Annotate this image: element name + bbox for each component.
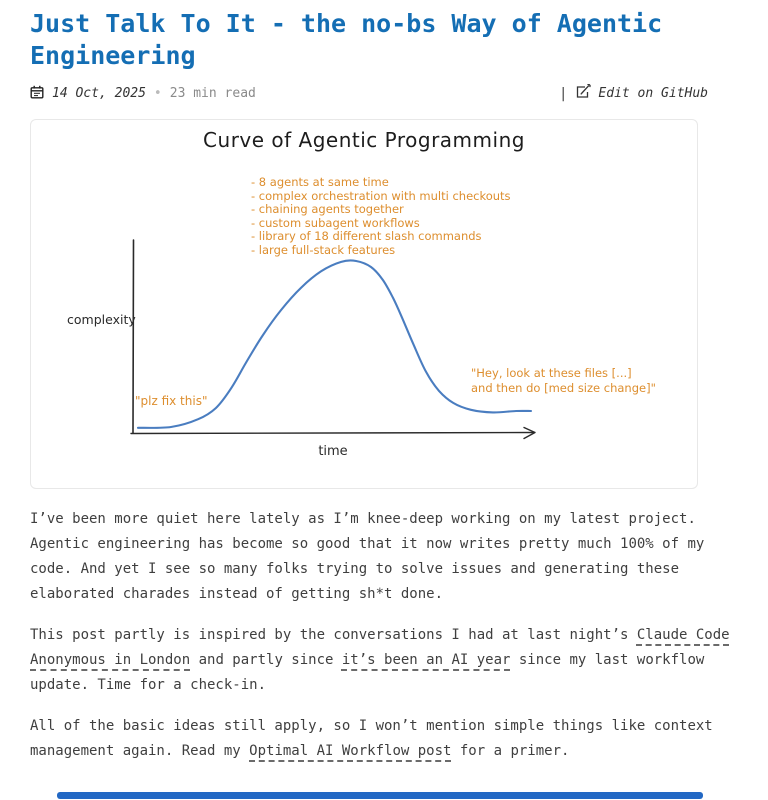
paragraph-2: This post partly is inspired by the conversations I had at last night’s Claude Code Anonymous in London and partly since it’s been an AI year since my last workflow update. Time for a check-in. xyxy=(30,627,730,693)
page-title: Just Talk To It - the no-bs Way of Agentic Engineering xyxy=(30,9,663,70)
horizontal-scrollbar-thumb[interactable] xyxy=(57,792,703,799)
peak-annotation-list: - 8 agents at same time - complex orchestration with multi checkouts - chaining agents together - custom subagent workflows - library of 18 different slash commands - large full-stack features xyxy=(251,175,511,257)
curve-start-annotation: "plz fix this" xyxy=(135,394,208,408)
edit-on-github-link[interactable] xyxy=(575,84,708,103)
curve-end-annotation: "Hey, look at these files [...] and then do [med size change]" xyxy=(471,366,656,395)
ai-year-link[interactable]: it’s been an AI year xyxy=(341,652,511,668)
chart-title: Curve of Agentic Programming xyxy=(203,128,525,152)
article-body xyxy=(30,507,747,764)
meta-divider: | xyxy=(558,85,568,102)
edit-pencil-icon xyxy=(575,84,591,103)
curve-chart-card xyxy=(30,119,698,489)
claude-code-anonymous-link[interactable]: Claude Code Anonymous in London xyxy=(30,627,730,668)
x-axis xyxy=(131,433,533,434)
complexity-curve-plot xyxy=(31,120,699,490)
post-meta-row xyxy=(30,84,708,103)
meta-separator-dot: • xyxy=(153,86,162,101)
optimal-ai-workflow-link[interactable]: Optimal AI Workflow post xyxy=(249,743,452,759)
post-meta-right xyxy=(559,84,708,103)
y-axis-label: complexity xyxy=(67,312,136,327)
edit-on-github-label: Edit on GitHub xyxy=(598,86,708,101)
paragraph-1: I’ve been more quiet here lately as I’m knee-deep working on my latest project. Agentic engineering has become so good that it now writes pretty much 100% of my code. And yet I see so many folks trying to solve issues and generating these elaborated charades instead of getting sh*t done. xyxy=(30,511,705,602)
post-meta-left xyxy=(30,84,256,103)
paragraph-3: All of the basic ideas still apply, so I won’t mention simple things like context management again. Read my Optimal AI Workflow post for a primer. xyxy=(30,718,713,759)
calendar-icon xyxy=(30,84,44,103)
read-time: 23 min read xyxy=(169,86,256,101)
x-axis-label: time xyxy=(318,444,348,459)
post-date: 14 Oct, 2025 xyxy=(52,86,146,101)
y-axis xyxy=(133,240,134,433)
